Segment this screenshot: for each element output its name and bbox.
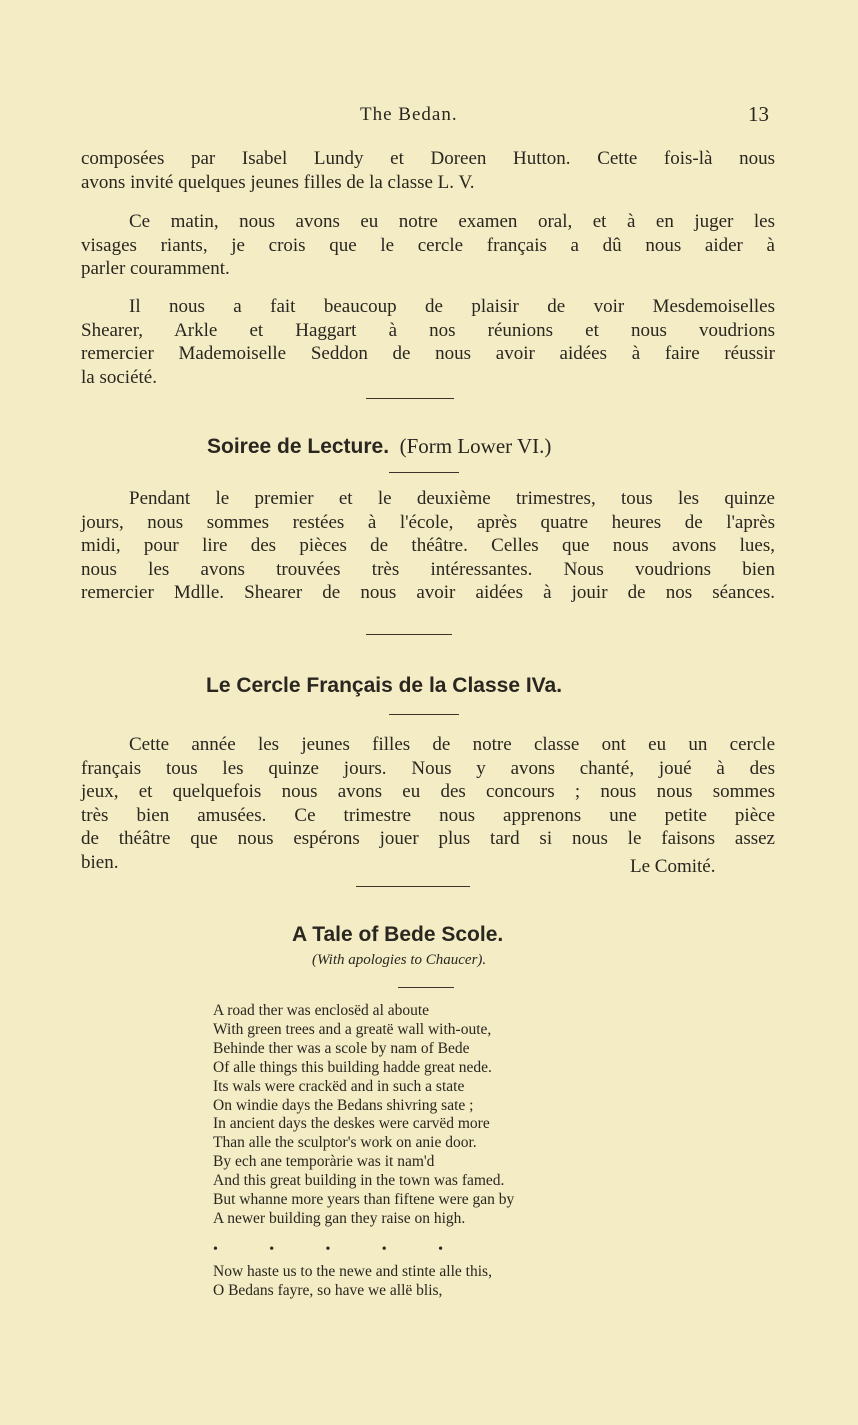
section-heading-soiree — [207, 434, 551, 459]
text-line: très bien amusées. Ce trimestre nous apprenons une petite pièce — [81, 804, 775, 826]
poem-line: But whanne more years than fiftene were gan by — [213, 1191, 515, 1209]
text-line: composées par Isabel Lundy et Doreen Hutton. Cette fois-là nous — [81, 148, 775, 169]
text-line: jours, nous sommes restées à l'école, après quatre heures de l'après — [81, 511, 775, 533]
text-line: Ce matin, nous avons eu notre examen oral, et à en juger les — [129, 211, 775, 232]
poem-line: On windie days the Bedans shivring sate ; — [213, 1096, 474, 1114]
text-line: remercier Mdlle. Shearer de nous avoir aidées à jouir de nos séances. — [81, 582, 775, 603]
section-heading-tale — [292, 922, 503, 947]
text-line: Pendant le premier et le deuxième trimestres, tous les quinze — [129, 488, 775, 509]
text-line: visages riants, je crois que le cercle français a dû nous aider à — [81, 234, 775, 256]
text-line: bien. — [81, 851, 119, 873]
poem-subtitle: (With apologies to Chaucer). — [312, 952, 487, 968]
paragraph-examen — [81, 210, 775, 281]
text-line: Cette année les jeunes filles de notre classe ont eu un cercle — [129, 734, 775, 755]
poem-line: In ancient days the deskes were carvëd more — [213, 1115, 490, 1133]
text-line: nous les avons trouvées très intéressantes. Nous voudrions bien — [81, 558, 775, 580]
poem-ending — [213, 1263, 653, 1301]
poem-line: Than alle the sculptor's work on anie door. — [213, 1134, 477, 1152]
poem-line: And this great building in the town was famed. — [213, 1172, 505, 1190]
section-heading-cercle-iva — [206, 673, 562, 698]
heading-underline — [398, 987, 454, 988]
poem-line: Of alle things this building hadde great nede. — [213, 1058, 492, 1076]
poem-line: Its wals were crackëd and in such a state — [213, 1077, 465, 1095]
section-divider — [366, 398, 454, 399]
text-line: Il nous a fait beaucoup de plaisir de voir Mesdemoiselles — [129, 296, 775, 317]
poem-line: Behinde ther was a scole by nam of Bede — [213, 1039, 470, 1057]
page-number: 13 — [748, 102, 769, 126]
signature: Le Comité. — [630, 856, 716, 877]
heading-underline — [389, 472, 459, 473]
text-line: Shearer, Arkle et Haggart à nos réunions et nous voudrions — [81, 319, 775, 341]
poem-line: A newer building gan they raise on high. — [213, 1209, 466, 1227]
section-divider — [366, 634, 452, 635]
text-line: de théâtre que nous espérons jouer plus tard si nous le faisons assez — [81, 828, 775, 849]
poem-line: Now haste us to the newe and stinte alle this, — [213, 1263, 492, 1280]
running-header-title: The Bedan. — [360, 104, 458, 125]
heading-bold: Le Cercle Français de la Classe IVa. — [206, 674, 563, 697]
poem-line: By ech ane temporàrie was it nam'd — [213, 1153, 435, 1171]
text-line: parler couramment. — [81, 258, 230, 279]
text-line: avons invité quelques jeunes filles de la classe L. V. — [81, 171, 475, 193]
poem-line: O Bedans fayre, so have we allë blis, — [213, 1281, 443, 1299]
ellipsis-dots: • • • • • — [213, 1242, 443, 1257]
text-line: la société. — [81, 366, 157, 388]
section-divider — [356, 886, 470, 887]
poem-line: With green trees and a greatë wall with-oute, — [213, 1020, 492, 1038]
heading-underline — [389, 714, 459, 715]
paragraph-cercle-continued — [81, 147, 775, 194]
paragraph-soiree — [81, 487, 775, 605]
paragraph-cercle-iva — [81, 733, 775, 874]
heading-bold: A Tale of Bede Scole. — [292, 923, 504, 946]
paragraph-remerciements — [81, 295, 775, 389]
text-line: français tous les quinze jours. Nous y avons chanté, joué à des — [81, 757, 775, 779]
text-line: midi, pour lire des pièces de théâtre. Celles que nous avons lues, — [81, 535, 775, 556]
heading-form: (Form Lower VI.) — [399, 434, 552, 458]
heading-bold: Soiree de Lecture. — [207, 435, 390, 458]
poem-body — [213, 1002, 653, 1229]
text-line: remercier Mademoiselle Seddon de nous avoir aidées à faire réussir — [81, 343, 775, 364]
poem-line: A road ther was enclosëd al aboute — [213, 1002, 430, 1019]
text-line: jeux, et quelquefois nous avons eu des concours ; nous nous sommes — [81, 781, 775, 802]
